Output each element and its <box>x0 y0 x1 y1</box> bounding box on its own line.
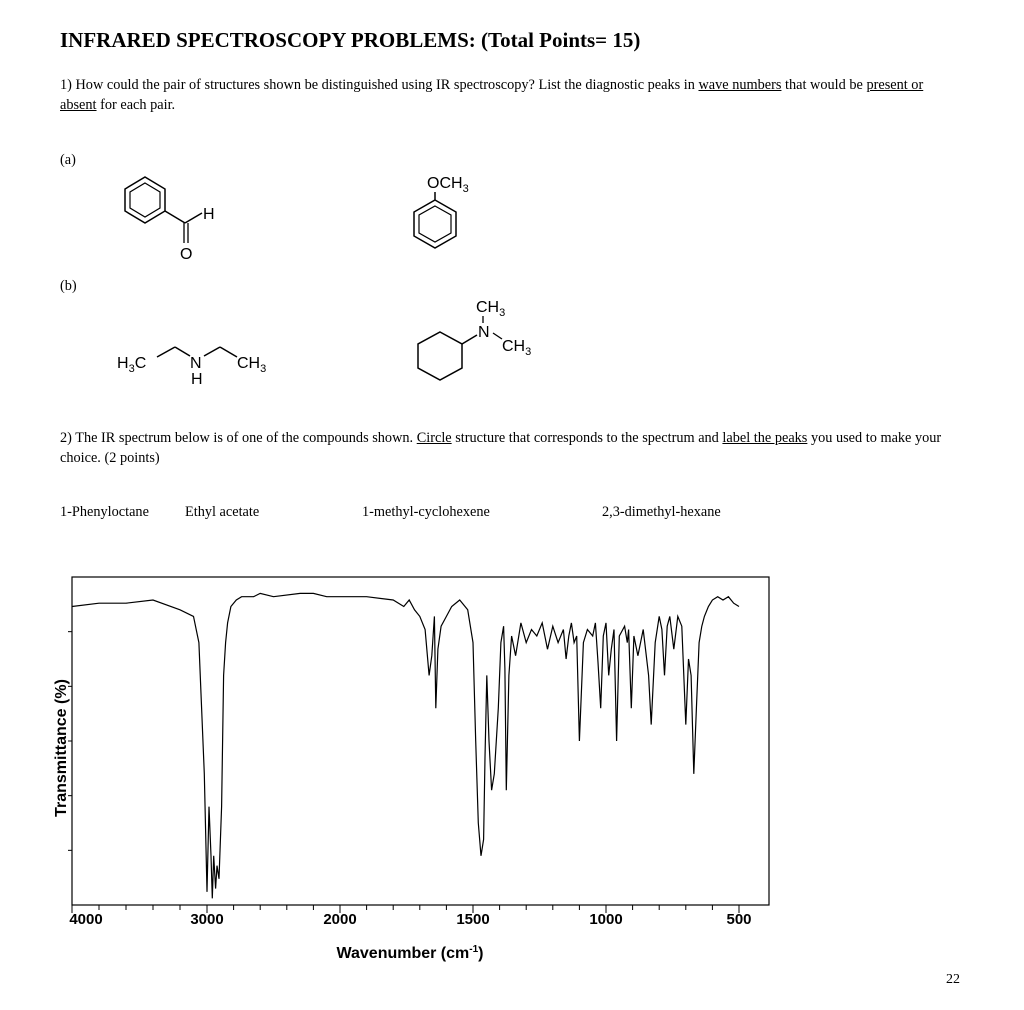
choice-1-methyl-cyclohexene[interactable]: 1-methyl-cyclohexene <box>362 504 490 520</box>
n-label: N <box>478 324 490 341</box>
ch3-right-label: $CH_3$ <box>237 355 267 375</box>
plot-frame <box>72 577 769 905</box>
q2-text-part2: structure that corresponds to the spectrum and <box>451 430 723 446</box>
q1-text-part1: 1) How could the pair of structures shown be distinguished using IR spectroscopy? List the diagnostic peaks in <box>60 77 699 93</box>
structure-diethylamine <box>115 335 295 395</box>
q1-underline-wave-numbers: wave numbers <box>698 77 782 93</box>
spectrum-line <box>72 593 739 898</box>
label-b: (b) <box>60 278 77 294</box>
x-tick-labels <box>69 911 751 928</box>
amine-h-label: H <box>191 371 203 388</box>
x-ticks <box>72 905 739 913</box>
q1-underline-present-absent: present or absent <box>60 77 924 113</box>
amine-n-label: N <box>190 355 202 372</box>
page-title: INFRARED SPECTROSCOPY PROBLEMS: (Total Points= 15) <box>60 28 641 52</box>
page-number: 22 <box>946 972 960 987</box>
choice-ethyl-acetate[interactable]: Ethyl acetate <box>185 504 260 520</box>
question-1-text <box>60 75 960 115</box>
structure-anisole <box>400 170 500 260</box>
x-tick-label: 1000 <box>589 911 623 928</box>
y-axis-label: Transmittance (%) <box>53 679 70 817</box>
q2-text-part1: 2) The IR spectrum below is of one of the compounds shown. <box>60 430 417 446</box>
x-tick-label: 1500 <box>456 911 490 928</box>
aldehyde-o-label: O <box>180 246 193 263</box>
q1-text-part3: for each pair. <box>96 97 176 113</box>
question-2-text <box>60 428 960 468</box>
q2-text-part3: you used to make your choice. (2 points) <box>60 430 942 466</box>
ch3-right-label: $CH_3$ <box>502 338 532 358</box>
q2-underline-label-peaks: label the peaks <box>722 430 808 446</box>
choice-2-3-dimethyl-hexane[interactable]: 2,3-dimethyl-hexane <box>602 504 721 520</box>
x-tick-label: 3000 <box>190 911 224 928</box>
x-axis-label: Wavenumber $(cm^{-1})$ <box>336 944 484 962</box>
structure-dimethylcyclohexylamine <box>410 295 560 395</box>
choice-1-phenyloctane[interactable]: 1-Phenyloctane <box>60 504 149 520</box>
och3-label: $OCH_3$ <box>427 175 469 195</box>
q1-text-part2: that would be <box>781 77 867 93</box>
ch3-top-label: $CH_3$ <box>476 299 506 319</box>
q2-underline-circle: Circle <box>416 430 452 446</box>
aldehyde-h-label: H <box>203 206 215 223</box>
x-tick-label: 500 <box>726 911 752 928</box>
x-tick-label: 2000 <box>323 911 357 928</box>
x-tick-label: 4000 <box>69 911 103 928</box>
h3c-label: $H_3C$ <box>117 355 147 375</box>
label-a: (a) <box>60 152 76 168</box>
structure-benzaldehyde <box>110 165 230 265</box>
ir-spectrum-chart <box>0 560 1024 970</box>
